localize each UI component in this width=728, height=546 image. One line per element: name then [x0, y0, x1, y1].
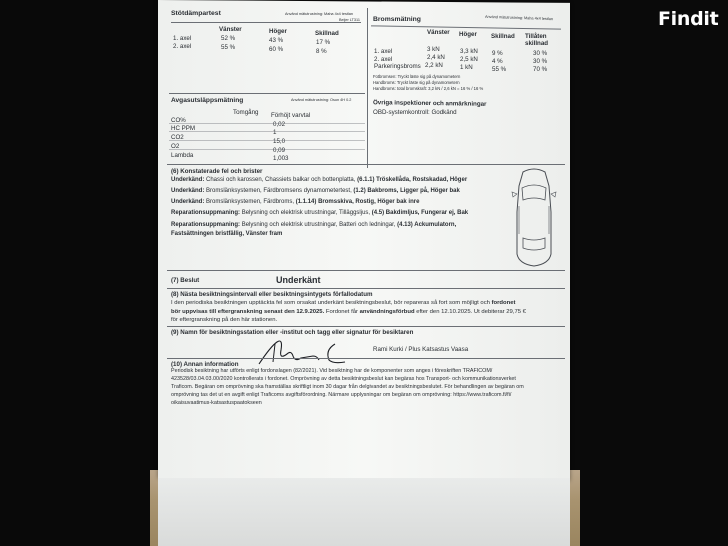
divider — [167, 164, 565, 165]
defect-detail: (1.2) Bakbroms, Ligger på, Höger bak — [353, 188, 460, 194]
brake-row-label: Parkeringsbroms — [374, 63, 421, 70]
shock-row-left: 55 % — [221, 44, 236, 51]
brake-equipment: Använd mätutrustning: Maha 4x4 testlan — [484, 14, 554, 22]
brake-row-allowed: 30 % — [533, 50, 548, 57]
row-line — [169, 131, 365, 132]
defect-detail: (6.1.1) Tröskellåda, Rostskadad, Höger — [357, 177, 468, 183]
shock-header-right: Höger — [269, 28, 287, 35]
emission-value: 1 — [273, 129, 277, 136]
next-ban: användningsförbud — [359, 309, 415, 315]
dark-background-left — [0, 0, 158, 546]
emission-label: HC PPM — [171, 125, 196, 132]
shock-row-diff: 8 % — [316, 48, 327, 55]
signature-title: (9) Namn för besiktningsstation eller -institut och tagg eller signatur för besiktaren — [171, 329, 414, 336]
emission-equipment: Använd mätutrustning: Osun 4H 0.2 — [291, 98, 352, 102]
decision-label: (7) Beslut — [171, 277, 200, 284]
brake-row-right: 1 kN — [460, 64, 473, 71]
shock-header-left: Vänster — [219, 26, 242, 33]
emission-title: Avgasutsläppsmätning — [171, 97, 244, 104]
brake-footnote: Fotbromsen: Tryckt läste sig på dynamometern — [373, 74, 461, 79]
next-deadline: bör uppvisas till eftergranskning senast den 12.9.2025. — [171, 309, 325, 315]
row-line — [169, 140, 365, 141]
defect-status: Underkänd: — [171, 188, 205, 194]
brake-header-right: Höger — [459, 31, 477, 38]
brake-row-diff: 4 % — [492, 58, 503, 65]
brake-row-allowed: 70 % — [533, 66, 548, 73]
brake-row-allowed: 30 % — [533, 58, 548, 65]
shock-row-diff: 17 % — [316, 39, 331, 46]
next-text: I den periodiska besiktningen upptäckta fel som orsakat underkänt besiktningsbeslut, bör repareras så fort som möjligt och — [171, 300, 490, 306]
brake-row-label: 1. axel — [374, 48, 393, 55]
defect-line — [171, 210, 468, 218]
brake-header-diff: Skillnad — [491, 33, 515, 40]
defect-text: Bromslänksystemen, Färdbroms, — [206, 199, 295, 205]
brake-row-left: 3 kN — [427, 46, 440, 53]
defect-status: Reparationsuppmaning: — [171, 210, 241, 216]
inspector-name: Rami Kurki / Plus Katsastus Vaasa — [373, 346, 469, 353]
brake-footnote: Handbroms: total bromskraft: 3,2 kN / 2,6 kN = 16 % / 16 % — [373, 86, 484, 91]
emission-label: O2 — [171, 143, 180, 150]
divider — [169, 93, 365, 94]
emission-value: 0,02 — [273, 121, 286, 128]
defect-line — [171, 222, 456, 230]
paper-lower-part — [158, 478, 570, 546]
brake-header-allowed: Tillåten skillnad — [525, 33, 549, 48]
brake-row-right: 2,5 kN — [460, 56, 478, 63]
row-line — [169, 149, 365, 150]
dark-background-right — [570, 0, 728, 546]
shock-test-equipment-model: Beijer LT311 — [339, 18, 360, 22]
defect-line — [171, 199, 419, 207]
emission-value: 1,003 — [273, 155, 289, 162]
next-inspection-line — [171, 300, 515, 307]
info-line: oikaisuvaatimus-katsastuspaatokseen — [171, 400, 262, 406]
defect-text: Chassi och karossen, Chassiets balkar och bottenplatta, — [206, 177, 356, 183]
info-title: (10) Annan information — [171, 361, 239, 368]
shock-row-left: 52 % — [221, 35, 236, 42]
emission-label: Lambda — [171, 152, 194, 159]
shock-row-right: 43 % — [269, 37, 284, 44]
divider — [167, 288, 565, 289]
defect-text: Belysning och elektrisk utrustningar, Tilläggsljus, — [241, 210, 371, 216]
emission-header-idle: Tomgång — [233, 109, 259, 116]
car-diagram-icon — [505, 166, 563, 270]
next-inspection-title: (8) Nästa besiktningsintervall eller besiktningsintygets förfallodatum — [171, 291, 373, 298]
handwritten-signature — [253, 336, 373, 368]
row-line — [169, 123, 365, 124]
defect-text: Belysning och elektrisk utrustningar, Batteri och ledningar, — [241, 222, 396, 228]
info-line: Traficom. Begäran om omprövning ska framställas skriftligt inom 30 dagar från delgivandet av besiktningsbeslutet. För behandlingen av begäran om — [171, 384, 524, 390]
next-text: Fordonet får — [325, 309, 358, 315]
column-divider — [367, 8, 368, 168]
defect-status: Reparationsuppmaning: — [171, 222, 241, 228]
emission-header-high: Förhöjt varvtal — [271, 112, 311, 119]
obd-check: OBD-systemkontroll: Godkänd — [373, 109, 457, 116]
next-inspection-line — [171, 309, 526, 316]
brake-title: Bromsmätning — [373, 16, 421, 23]
brake-row-left: 2,4 kN — [427, 54, 445, 61]
findit-logo: Findit — [658, 8, 719, 30]
divider — [167, 358, 565, 359]
brake-header-left: Vänster — [427, 29, 450, 36]
shock-header-diff: Skillnad — [315, 30, 339, 37]
divider — [171, 22, 361, 23]
shock-test-equipment: Använd mätutrustning: Maha 4x4 testlan — [285, 12, 353, 16]
defect-detail: (4.13) Ackumulatorn, — [397, 222, 457, 228]
next-inspection-line: för eftergranskning på den här stationen. — [171, 317, 278, 323]
brake-row-right: 3,3 kN — [460, 48, 478, 55]
shock-row-right: 60 % — [269, 46, 284, 53]
next-fee: efter den 12.10.2025. Ut debiterar 29,75 € — [416, 309, 526, 315]
brake-row-diff: 9 % — [492, 50, 503, 57]
defects-title: (6) Konstaterade fel och brister — [171, 168, 263, 175]
shock-row-label: 2. axel — [173, 43, 192, 50]
shock-row-label: 1. axel — [173, 35, 192, 42]
brake-row-diff: 55 % — [492, 66, 507, 73]
other-inspections-title: Övriga inspektioner och anmärkningar — [372, 99, 487, 108]
brake-row-label: 2. axel — [374, 56, 393, 63]
defect-status: Underkänd: — [171, 177, 205, 183]
divider — [167, 270, 565, 271]
divider — [167, 326, 565, 327]
defect-status: Underkänd: — [171, 199, 205, 205]
defect-detail: (4.5) Bakdimljus, Fungerar ej, Bak — [371, 210, 469, 216]
info-line: 423528/03.04.03.00/2020 kontrollerats i fordonet. Omprövning av detta besiktningsbeslut kan begäras hos Transport- och kommunikationsverket — [171, 376, 516, 382]
defect-line — [171, 177, 467, 185]
emission-label: CO% — [171, 117, 186, 124]
defect-detail: Fastsättningen bristfällig, Vänster fram — [171, 231, 283, 237]
brake-footnote: Handbroms: Tryckt läste sig på dynamometern — [373, 80, 460, 85]
emission-value: 0,09 — [273, 147, 286, 154]
info-line: omprövning tas det ut en avgift enligt Traficoms avgiftsförordning. Närmare upplysningar om begäran om omprövning: https://www.traficom.fi/fi/ — [171, 392, 512, 398]
info-line: Periodisk besiktning har utförts enligt fordonslagen (82/2021). Vid besiktning har de komponenter som anges i föreskriften TRAFICOM/ — [171, 368, 493, 374]
defect-line — [171, 188, 460, 196]
emission-value: 15,0 — [273, 138, 286, 145]
brake-row-left: 2,2 kN — [425, 62, 443, 69]
next-bold: fordonet — [491, 300, 516, 306]
decision-value: Underkänt — [276, 275, 321, 285]
defect-detail: (1.1.14) Bromsskiva, Rostig, Höger bak inre — [295, 199, 420, 205]
shock-test-title: Stötdämpartest — [171, 10, 221, 17]
defect-text: Bromslänksystemen, Färdbromsens dynamometertest, — [206, 188, 352, 194]
emission-label: CO2 — [171, 134, 184, 141]
